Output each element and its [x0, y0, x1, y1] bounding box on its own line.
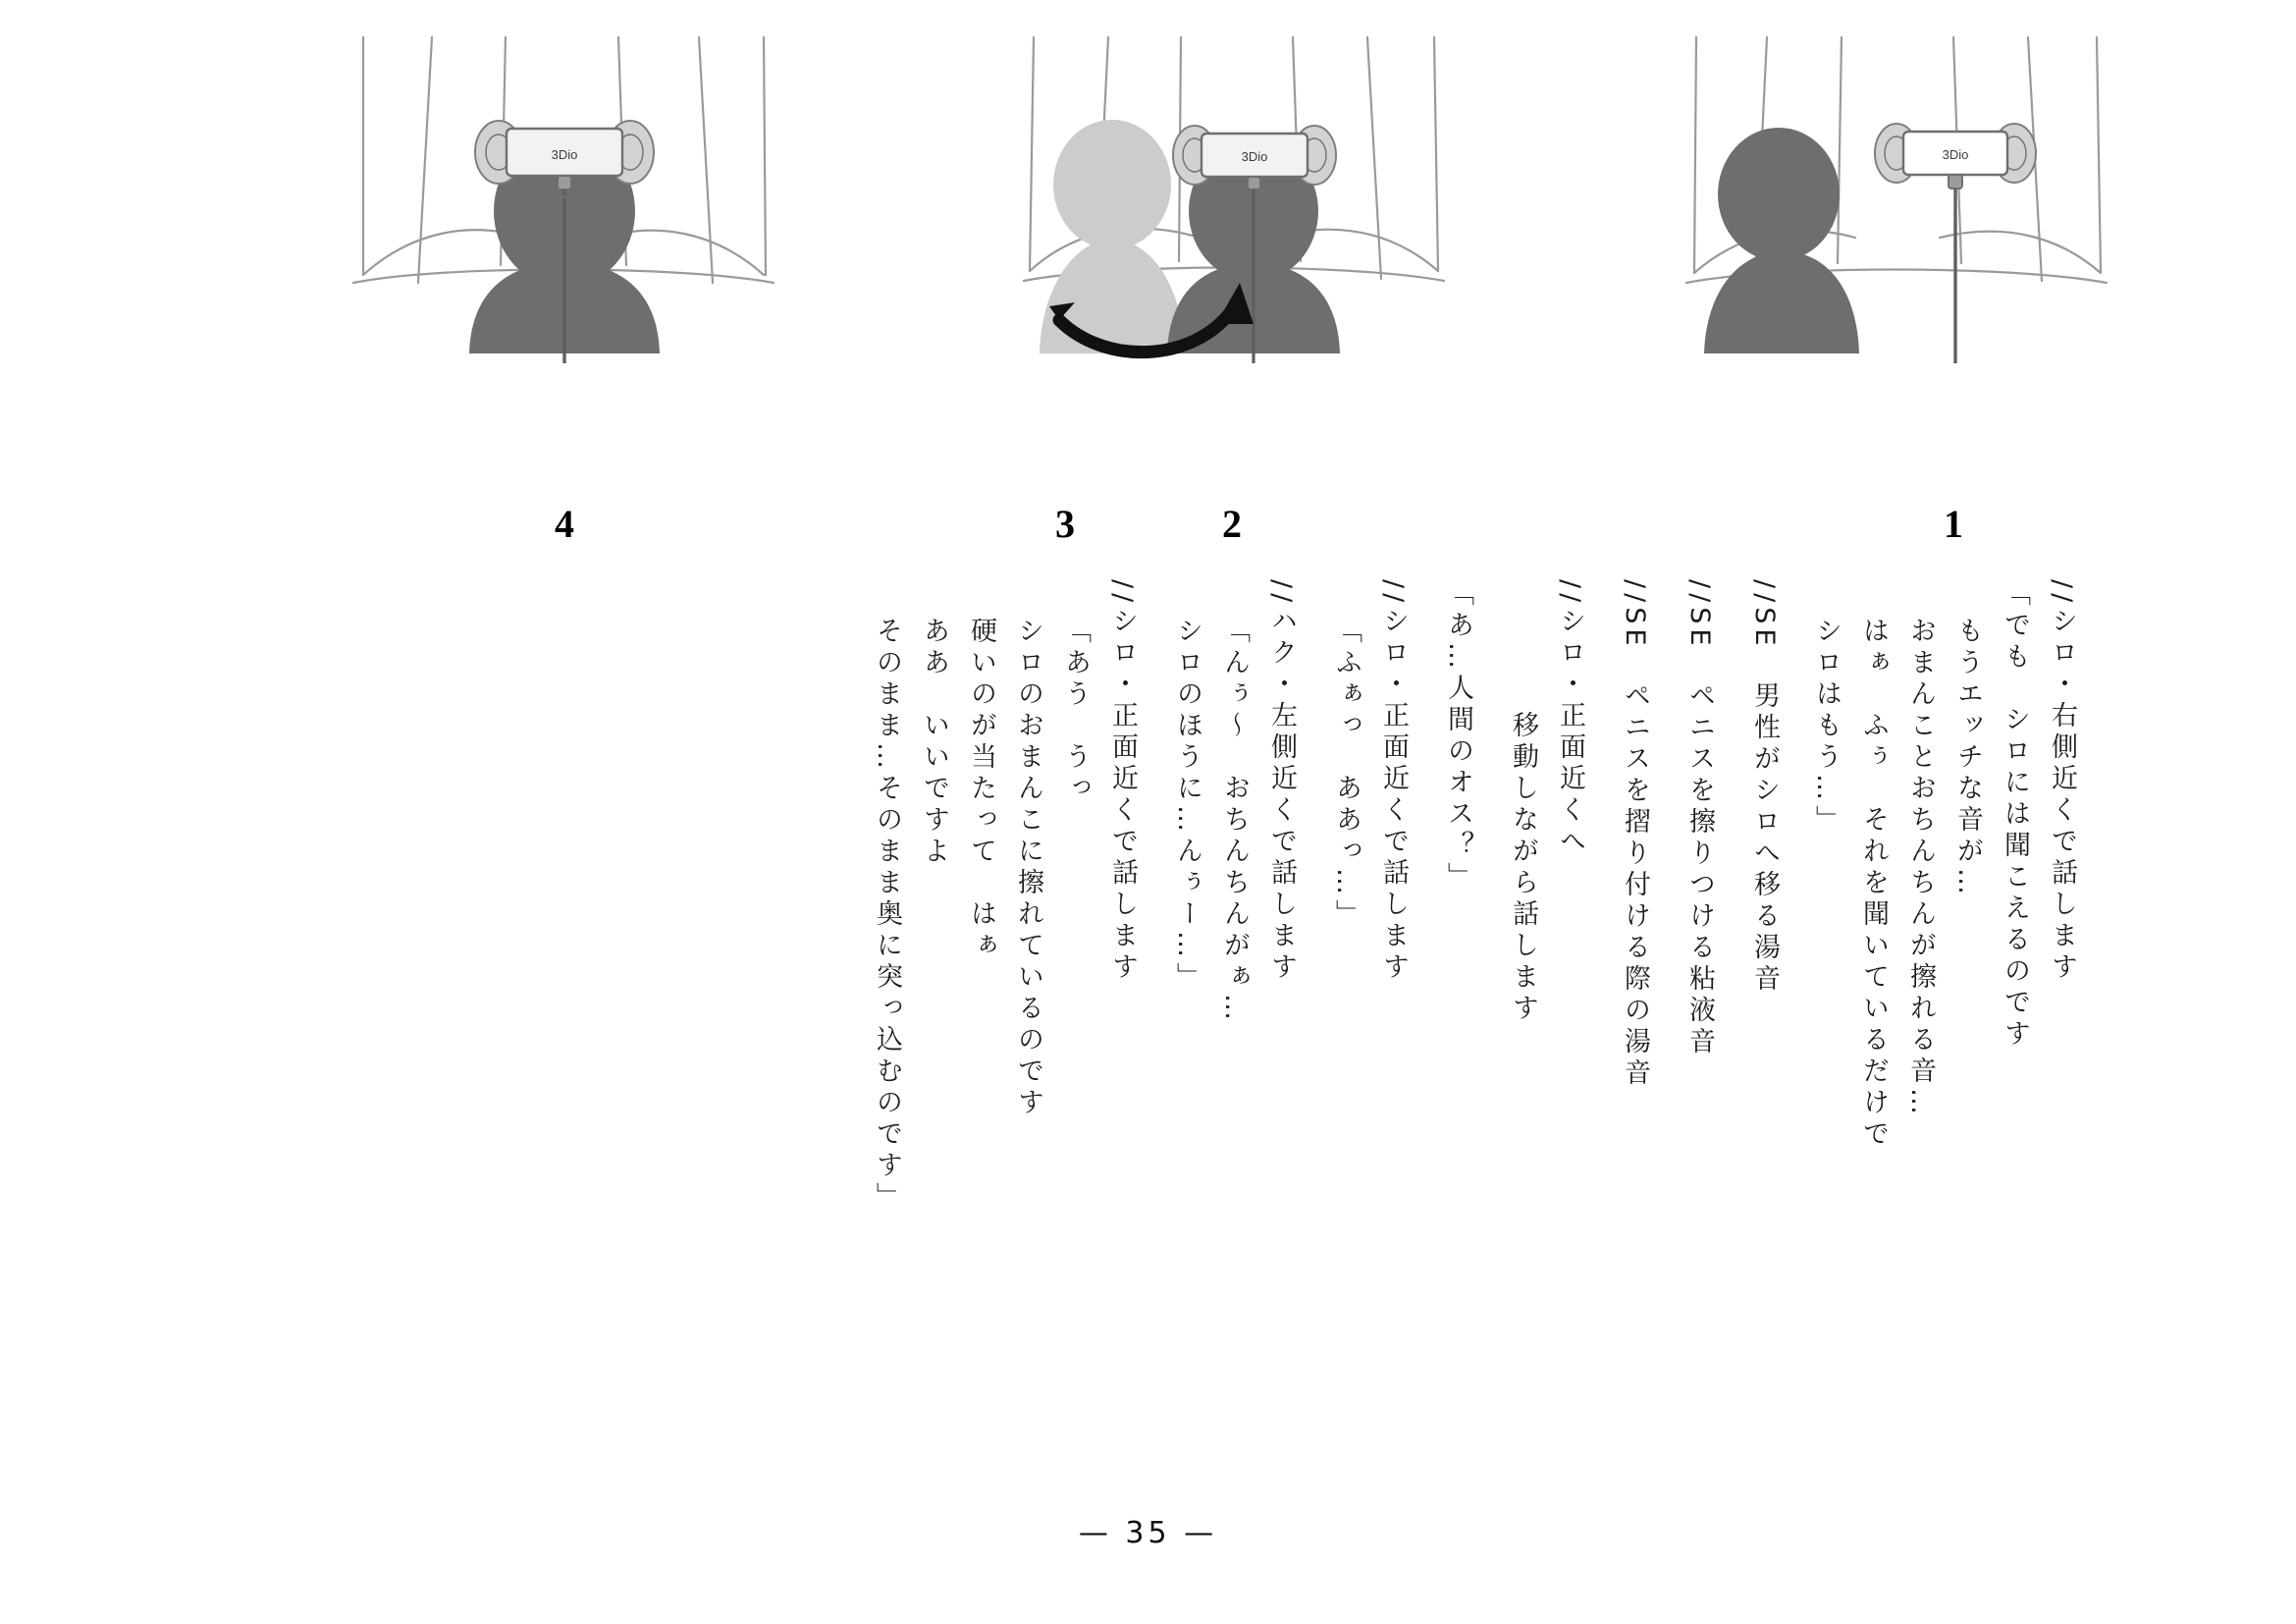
script-line: 硬いのが当たって はぁ [966, 617, 996, 962]
panel-1-illustration [1669, 29, 2120, 491]
illustration-panels [0, 29, 2296, 550]
script-line: //シロ・正面近くで話します [1107, 579, 1138, 985]
script-line: シロのほうに…んぅー…」 [1172, 617, 1202, 994]
script-line: はぁ ふぅ それを聞いているだけで [1858, 617, 1889, 1151]
script-line: 「あう うっ [1060, 617, 1091, 805]
script-text-block [0, 569, 2296, 1483]
script-line: もうエッチな音が… [1952, 617, 1983, 899]
script-line: //シロ・正面近くへ [1555, 579, 1585, 859]
panel-3-2-illustration [1006, 29, 1458, 491]
panel-4-illustration [324, 29, 805, 491]
script-line: //ハク・左側近くで話します [1266, 579, 1297, 985]
device-label-text: 3Dio [1942, 147, 1969, 162]
script-line: 「あ…人間のオス？」 [1443, 579, 1473, 893]
script-line: シロのおまんこに擦れているのです [1013, 617, 1043, 1119]
script-line: ああ いいですよ [919, 617, 949, 868]
page-number: — 35 — [1078, 1516, 1218, 1550]
script-line: //シロ・右側近くで話します [2047, 579, 2077, 985]
panel-1-number: 1 [1944, 502, 1963, 546]
script-line: シロはもう…」 [1811, 617, 1842, 837]
device-label-text: 3Dio [1241, 149, 1268, 164]
script-line: おまんことおちんちんが擦れる音… [1905, 617, 1936, 1119]
script-line: そのまま…そのまま奥に突っ込むのです」 [872, 617, 902, 1214]
script-line: //SE ペニスを擦りつける粘液音 [1684, 579, 1715, 1059]
panel-4 [324, 29, 805, 546]
script-line: //SE 男性がシロへ移る湯音 [1749, 579, 1780, 997]
script-line: 移動しながら話します [1508, 617, 1538, 1025]
panel-3-number: 3 [1055, 502, 1075, 546]
script-line: 「んぅ〜 おちんちんがぁ… [1219, 617, 1250, 1025]
panel-1 [1669, 29, 2120, 546]
script-line: //SE ペニスを摺り付ける際の湯音 [1620, 579, 1650, 1091]
script-line: 「ふぁっ ああっ…」 [1331, 617, 1362, 931]
script-line: //シロ・正面近くで話します [1378, 579, 1409, 985]
panel-2-number: 2 [1222, 502, 1242, 546]
device-label-text: 3Dio [551, 147, 578, 162]
panel-3-2 [1006, 29, 1458, 546]
panel-4-number: 4 [555, 502, 574, 546]
script-line: 「でも シロには聞こえるのです [2000, 579, 2030, 1051]
